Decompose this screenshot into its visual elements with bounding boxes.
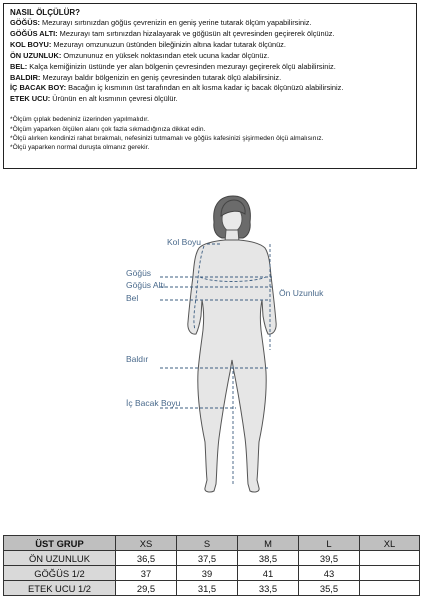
definition-on-uzunluk: ÖN UZUNLUK: Omzununuz en yüksek noktasından etek ucuna kadar ölçünüz. xyxy=(10,50,270,60)
row-label: ETEK UCU 1/2 xyxy=(4,581,116,596)
label-gogus-alti: Göğüs Altı xyxy=(126,280,166,290)
table-row xyxy=(4,566,420,581)
table-cell: 29,5 xyxy=(116,581,177,596)
table-cell: 39 xyxy=(177,566,238,581)
guide-title: NASIL ÖLÇÜLÜR? xyxy=(10,8,81,17)
label-bel: Bel xyxy=(126,293,139,303)
definition-gogus: GÖĞÜS: Mezurayı sırtınızdan göğüs çevrenizin en geniş yerine tutarak ölçüm yapabilirsiniz. xyxy=(10,18,312,27)
table-row xyxy=(4,581,420,596)
note-item: *Ölçü yaparken normal duruşta olmanız gerekir. xyxy=(10,144,150,152)
size-chart-table xyxy=(3,535,420,596)
definition-kol-boyu: KOL BOYU: Mezurayı omzunuzun üstünden bileğinizin altına kadar tutarak ölçünüz. xyxy=(10,39,286,49)
table-cell xyxy=(360,551,420,566)
definition-gogus-alti: GÖĞÜS ALTI: Mezurayı tam sırtınızdan hizalayarak ve göğüsün alt çevresinden geçirerek ölçünüz. xyxy=(10,28,335,38)
size-header: L xyxy=(299,536,360,551)
size-header: S xyxy=(177,536,238,551)
definition-bel: BEL: Kalça kemiğinizin üstünde yer alan bölgenin çevresinden mezurayı geçirerek ölçü alabilirsiniz. xyxy=(10,61,336,71)
note-item: *Ölçüm çıplak bedeniniz üzerinden yapılmalıdır. xyxy=(10,116,149,124)
table-cell: 37,5 xyxy=(177,551,238,566)
note-item: *Ölçüm yaparken ölçülen alanı çok fazla sıkmadığınıza dikkat edin. xyxy=(10,125,206,133)
note-item: *Ölçü alırken kendinizi rahat bırakmalı, nefesinizi tutmamalı ve göğüs kafesinizi şişirmeden ölçü almalısınız. xyxy=(10,135,324,143)
definition-ic-bacak-boy: İÇ BACAK BOY: Bacağın iç kısmının üst tarafından en alt kısma kadar iç bacak ölçünüzü alabilirsiniz. xyxy=(10,83,344,93)
measurement-guide xyxy=(3,3,417,169)
table-cell: 41 xyxy=(238,566,299,581)
table-row xyxy=(4,551,420,566)
size-header: XS xyxy=(116,536,177,551)
table-cell: 39,5 xyxy=(299,551,360,566)
table-group-header: ÜST GRUP xyxy=(4,536,116,551)
size-header: XL xyxy=(360,536,420,551)
label-ic-bacak-boyu: İç Bacak Boyu xyxy=(126,398,181,408)
table-cell: 38,5 xyxy=(238,551,299,566)
table-cell: 36,5 xyxy=(116,551,177,566)
label-gogus: Göğüs xyxy=(126,268,152,278)
table-cell: 35,5 xyxy=(299,581,360,596)
table-cell xyxy=(360,581,420,596)
table-header-row xyxy=(4,536,420,551)
table-cell xyxy=(360,566,420,581)
label-baldir: Baldır xyxy=(126,354,149,364)
body-silhouette xyxy=(0,180,424,510)
definition-baldir: BALDIR: Mezurayı baldır bölgenizin en geniş çevresinden tutarak ölçü alabilirsiniz. xyxy=(10,72,282,82)
row-label: GÖĞÜS 1/2 xyxy=(4,566,116,581)
definition-etek-ucu: ETEK UCU: Ürünün en alt kısmının çevresi ölçülür. xyxy=(10,94,178,104)
table-cell: 31,5 xyxy=(177,581,238,596)
table-cell: 37 xyxy=(116,566,177,581)
table-cell: 33,5 xyxy=(238,581,299,596)
label-kol-boyu: Kol Boyu xyxy=(167,237,202,247)
size-header: M xyxy=(238,536,299,551)
row-label: ÖN UZUNLUK xyxy=(4,551,116,566)
body-measurement-figure xyxy=(0,180,424,510)
label-on-uzunluk: Ön Uzunluk xyxy=(279,288,324,298)
notes-list xyxy=(10,115,410,153)
definition-list xyxy=(10,18,410,105)
table-cell: 43 xyxy=(299,566,360,581)
